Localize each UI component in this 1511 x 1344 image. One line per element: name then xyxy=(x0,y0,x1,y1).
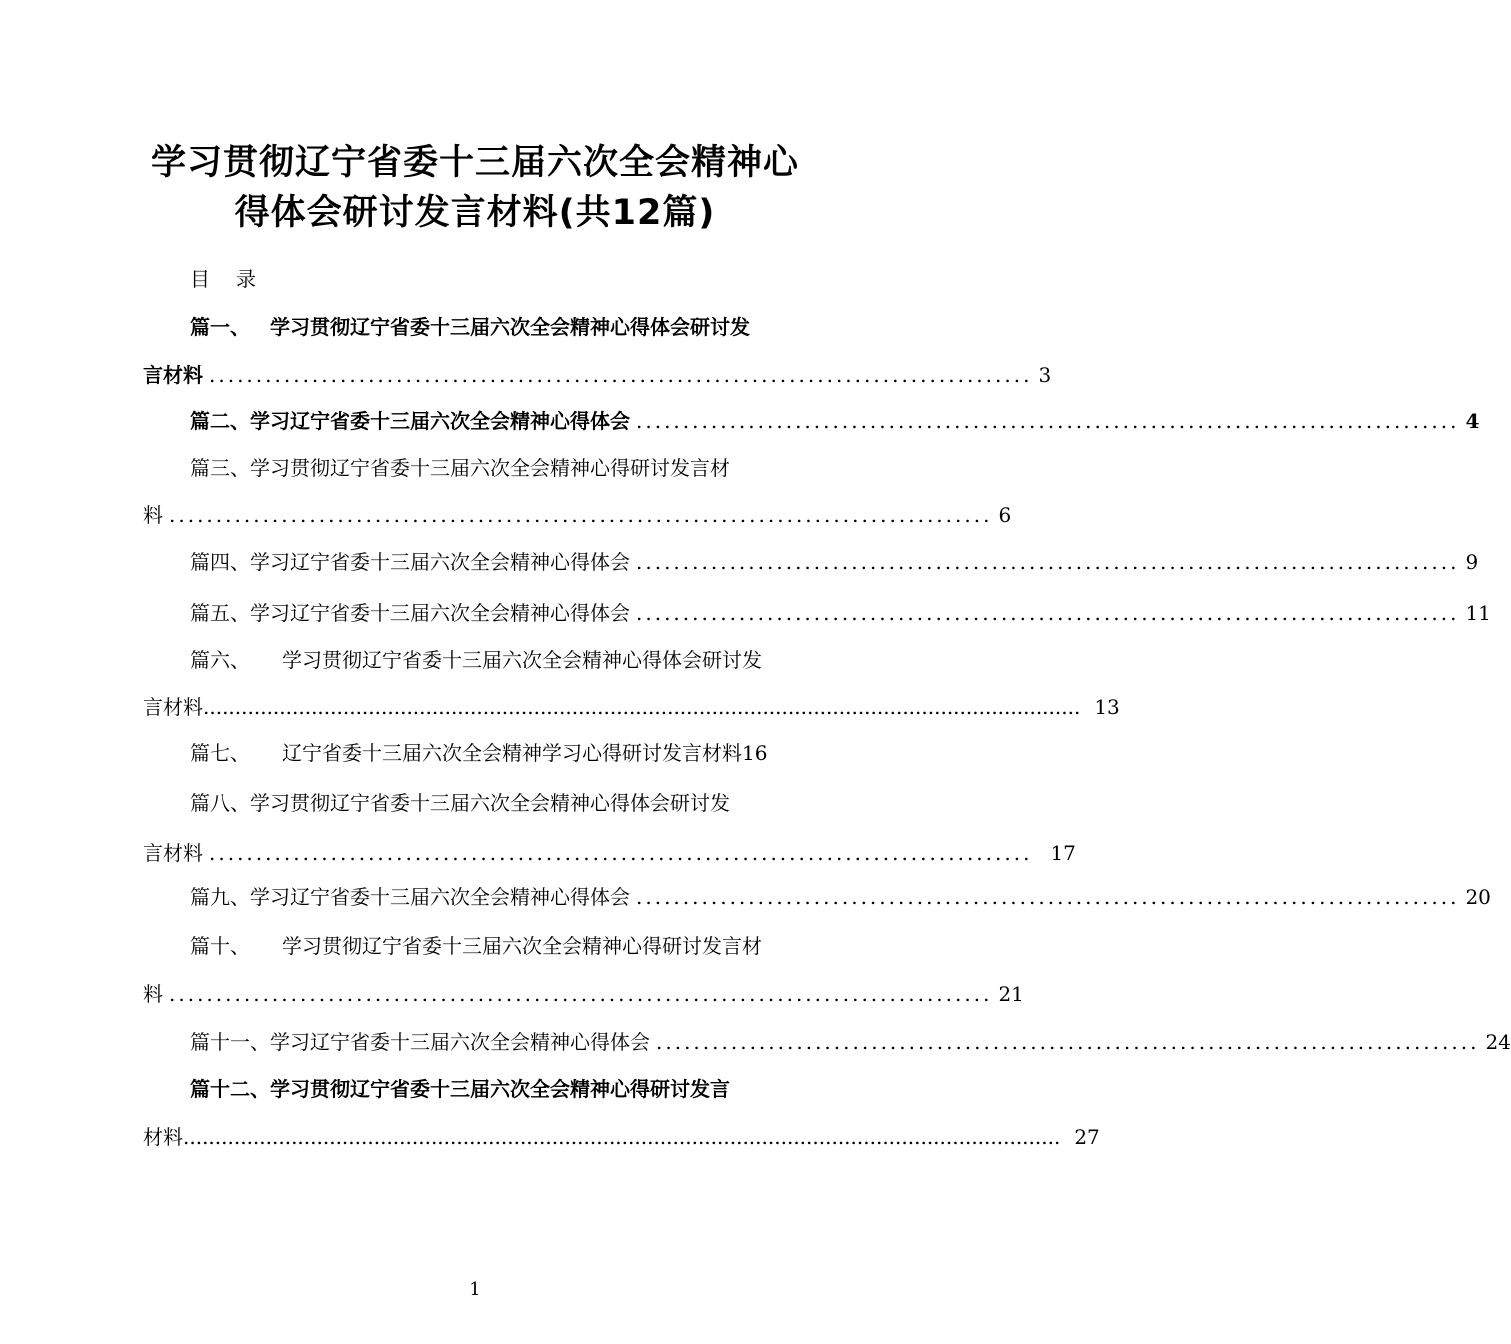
toc-entry-1-page: 3 xyxy=(1038,363,1052,387)
toc-entry-1-title-cont: 言材料 xyxy=(143,363,203,387)
page-number: 1 xyxy=(469,1279,481,1300)
toc-entry-10-page: 21 xyxy=(998,982,1024,1006)
toc-entry-3-line-2[interactable] xyxy=(143,500,1012,530)
toc-entry-5-page: 11 xyxy=(1465,601,1491,625)
toc-entry-6-line-2[interactable] xyxy=(143,692,1120,722)
toc-entry-11-number: 篇十一、 xyxy=(190,1030,270,1054)
toc-entry-8-line-2[interactable] xyxy=(143,838,1076,868)
toc-entry-1-title: 学习贯彻辽宁省委十三届六次全会精神心得体会研讨发 xyxy=(270,315,750,339)
toc-entry-5[interactable] xyxy=(190,598,1491,628)
toc-entry-1-line-1[interactable] xyxy=(190,312,810,342)
toc-entry-9-page: 20 xyxy=(1465,885,1491,909)
toc-entry-10-leader: ........................................................................................ xyxy=(169,982,993,1006)
toc-entry-3-number: 篇三、 xyxy=(190,456,250,480)
toc-heading-char-2: 录 xyxy=(236,267,256,291)
toc-entry-12-page: 27 xyxy=(1074,1125,1100,1149)
document-title-line-1: 学习贯彻辽宁省委十三届六次全会精神心 xyxy=(150,143,799,183)
toc-entry-8-title-cont: 言材料 xyxy=(143,841,203,865)
toc-entry-7[interactable] xyxy=(190,738,815,768)
toc-entry-11-leader: ........................................................................................ xyxy=(656,1030,1480,1054)
toc-entry-8-leader: ........................................................................................ xyxy=(209,841,1033,865)
toc-entry-12-number: 篇十二、 xyxy=(190,1077,270,1101)
toc-entry-10-line-1[interactable] xyxy=(190,931,810,961)
toc-entry-6-title-cont: 言材料 xyxy=(143,695,203,719)
toc-entry-7-page: 16 xyxy=(742,741,768,765)
toc-entry-12-line-1[interactable] xyxy=(190,1074,810,1104)
toc-entry-9-leader: ........................................................................................ xyxy=(636,885,1460,909)
toc-entry-7-number: 篇七、 xyxy=(190,741,250,765)
toc-entry-3-title-cont: 料 xyxy=(143,503,163,527)
toc-entry-9-number: 篇九、 xyxy=(190,885,250,909)
toc-entry-5-title: 学习辽宁省委十三届六次全会精神心得体会 xyxy=(250,601,630,625)
toc-entry-4-number: 篇四、 xyxy=(190,550,250,574)
toc-entry-2-number: 篇二、 xyxy=(190,409,250,433)
toc-entry-3-leader: ........................................................................................ xyxy=(169,503,993,527)
document-title-line-2: 得体会研讨发言材料(共12篇) xyxy=(234,193,716,233)
toc-entry-5-leader: ........................................................................................ xyxy=(636,601,1460,625)
toc-entry-12-title-cont: 材料 xyxy=(143,1125,183,1149)
toc-entry-11[interactable] xyxy=(190,1027,1511,1057)
toc-entry-8-page: 17 xyxy=(1050,841,1076,865)
toc-entry-12-leader: .......................................................................................................................................... xyxy=(183,1125,1061,1149)
toc-entry-2[interactable] xyxy=(190,406,1480,436)
toc-entry-2-leader: ........................................................................................ xyxy=(636,409,1460,433)
toc-entry-1-number: 篇一、 xyxy=(190,315,250,339)
toc-heading-char-1: 目 xyxy=(190,267,210,291)
toc-entry-6-line-1[interactable] xyxy=(190,645,810,675)
toc-entry-5-number: 篇五、 xyxy=(190,601,250,625)
toc-entry-4[interactable] xyxy=(190,547,1479,577)
toc-entry-11-page: 24 xyxy=(1485,1030,1511,1054)
toc-entry-9[interactable] xyxy=(190,882,1491,912)
toc-entry-12-line-2[interactable] xyxy=(143,1122,1100,1152)
toc-entry-12-title: 学习贯彻辽宁省委十三届六次全会精神心得研讨发言 xyxy=(270,1077,730,1101)
toc-entry-10-number: 篇十、 xyxy=(190,934,250,958)
toc-entry-6-title: 学习贯彻辽宁省委十三届六次全会精神心得体会研讨发 xyxy=(282,648,762,672)
toc-entry-3-title: 学习贯彻辽宁省委十三届六次全会精神心得研讨发言材 xyxy=(250,456,730,480)
toc-entry-3-page: 6 xyxy=(998,503,1012,527)
toc-entry-11-title: 学习辽宁省委十三届六次全会精神心得体会 xyxy=(270,1030,650,1054)
toc-entry-10-line-2[interactable] xyxy=(143,979,1024,1009)
toc-entry-1-line-2[interactable] xyxy=(143,360,1052,390)
toc-entry-10-title-cont: 料 xyxy=(143,982,163,1006)
toc-entry-7-title: 辽宁省委十三届六次全会精神学习心得研讨发言材料 xyxy=(282,741,742,765)
toc-entry-4-page: 9 xyxy=(1465,550,1479,574)
toc-entry-9-title: 学习辽宁省委十三届六次全会精神心得体会 xyxy=(250,885,630,909)
toc-entry-2-page: 4 xyxy=(1465,409,1480,433)
toc-entry-1-leader: ........................................................................................ xyxy=(209,363,1033,387)
toc-entry-10-title: 学习贯彻辽宁省委十三届六次全会精神心得研讨发言材 xyxy=(282,934,762,958)
toc-entry-3-line-1[interactable] xyxy=(190,453,810,483)
toc-entry-6-leader: .......................................................................................................................................... xyxy=(203,695,1081,719)
toc-entry-4-title: 学习辽宁省委十三届六次全会精神心得体会 xyxy=(250,550,630,574)
toc-entry-6-number: 篇六、 xyxy=(190,648,250,672)
toc-entry-8-number: 篇八、 xyxy=(190,791,250,815)
toc-entry-2-title: 学习辽宁省委十三届六次全会精神心得体会 xyxy=(250,409,630,433)
toc-entry-8-title: 学习贯彻辽宁省委十三届六次全会精神心得体会研讨发 xyxy=(250,791,730,815)
toc-entry-4-leader: ........................................................................................ xyxy=(636,550,1460,574)
toc-entry-6-page: 13 xyxy=(1094,695,1120,719)
toc-entry-8-line-1[interactable] xyxy=(190,788,810,818)
toc-heading xyxy=(190,264,256,294)
